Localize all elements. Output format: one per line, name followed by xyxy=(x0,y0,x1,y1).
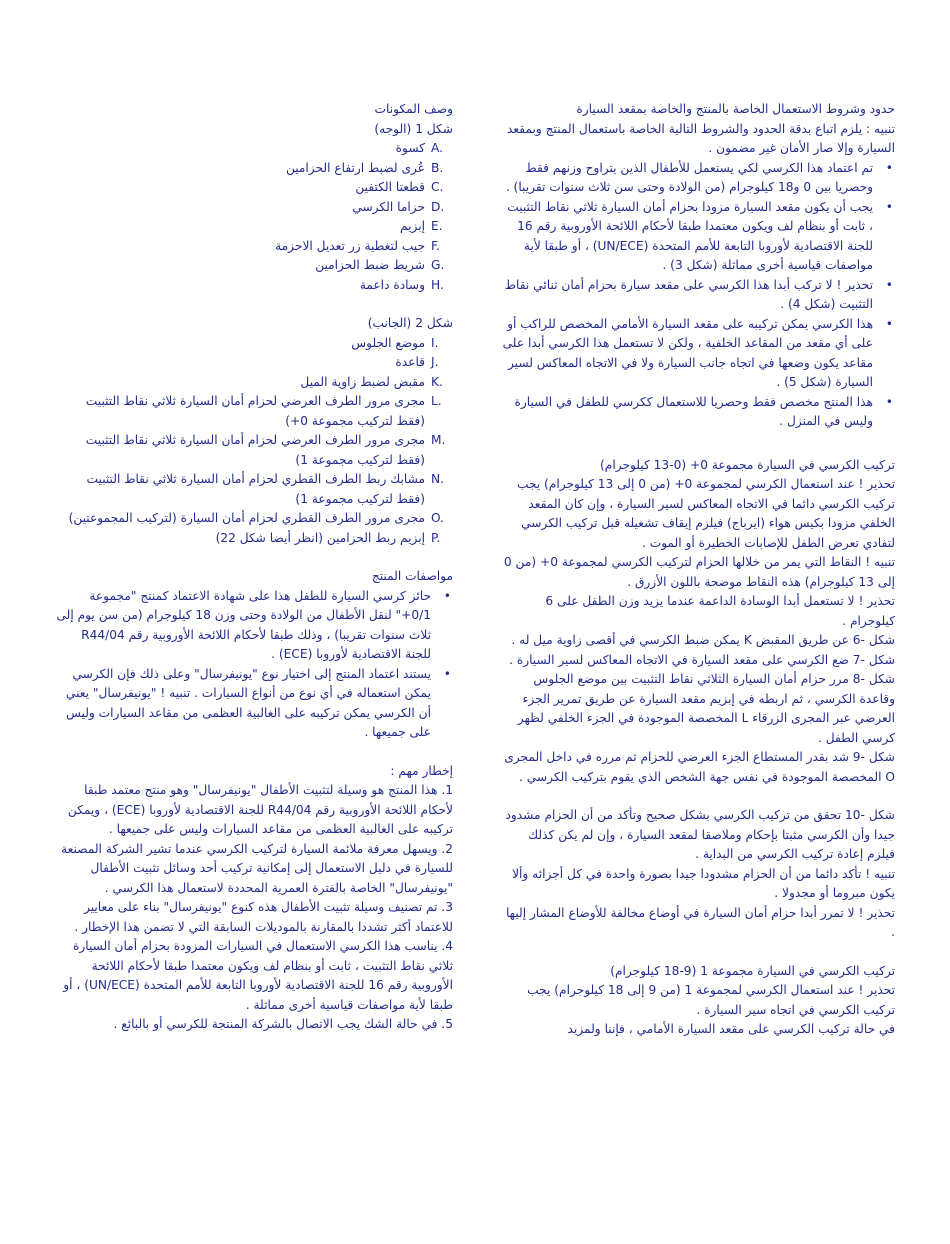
component-item xyxy=(55,529,453,549)
component-item xyxy=(55,159,453,179)
component-text: موضع الجلوس xyxy=(351,335,425,350)
group1-paragraph: تحذير ! عند استعمال الكرسي لمجموعة 1 (من 9 إلى 18 كيلوجرام) يجب تركيب الكرسي في اتجاه سير السيارة . xyxy=(527,983,895,1017)
group1-heading: تركيب الكرسي في السيارة مجموعة 1 (9-18 كيلوجرام) xyxy=(610,963,895,978)
component-letter: J. xyxy=(431,355,439,369)
component-text: عُرى لضبط ارتفاع الحزامين xyxy=(285,160,425,175)
component-text: إبزيم ربط الحزامين (انظر أيضا شكل 22) xyxy=(215,530,425,545)
group0-paragraph: شكل -7 ضع الكرسي على مقعد السيارة في الاتجاه المعاكس لسير السيارة . xyxy=(509,652,895,667)
component-item xyxy=(55,256,453,276)
limits-list xyxy=(500,159,895,432)
component-item xyxy=(55,334,453,354)
component-letter: K. xyxy=(431,374,443,389)
component-letter: F. xyxy=(431,238,440,253)
group0-section xyxy=(500,456,895,788)
limits-bullet: • تحذير ! لا تركب أبدا هذا الكرسي على مقعد سيارة بحزام أمان ثنائي نقاط التثبيت (شكل 4) . xyxy=(500,276,873,315)
limits-bullet: • تم اعتماد هذا الكرسي لكي يستعمل للأطفال الذين يتراوح وزنهم فقط وحصريا بين 0 و18 كيلوجرام (من الولادة وحتى سن ثلاث سنوات تقريبا) . xyxy=(500,159,873,198)
group0-paragraph: تحذير ! لا تمرر أبدا حزام أمان السيارة في أوضاع مخالفة للأوضاع المشار إليها . xyxy=(505,905,895,939)
component-text: مشابك ربط الطرف القطري لحزام أمان السيارة ثلاثي نقاط التثبيت (فقط لتركيب مجموعة 1) xyxy=(86,472,425,506)
component-letter: L. xyxy=(431,394,442,408)
limits-heading: حدود وشروط الاستعمال الخاصة بالمنتج والخاصة بمقعد السيارة xyxy=(576,102,895,116)
component-text: وسادة داعمة xyxy=(359,277,425,292)
component-text: قاعدة xyxy=(395,355,425,369)
fig2-heading: شكل 2 (الجانب) xyxy=(367,316,453,330)
group0-paragraph: شكل -10 تحقق من تركيب الكرسي بشكل صحيح وتأكد من أن الحزام مشدود جيدا وأن الكرسي مثبتا بإحكام وملاصقا لمقعد السيارة ، وإن لم يكن كذلك فيلزم إعادة تركيب الكرسي من البداية . xyxy=(505,808,895,861)
component-letter: E. xyxy=(431,219,443,233)
component-letter: H. xyxy=(431,277,444,292)
specs-heading: مواصفات المنتج xyxy=(371,569,453,583)
specs-list xyxy=(55,587,453,743)
component-text: إبزيم xyxy=(399,219,425,233)
group0-check-section xyxy=(500,806,895,943)
notice-item: 4. يناسب هذا الكرسي الاستعمال في السيارات المزودة بحزام أمان السيارة ثلاثي نقاط التثبيت ، ثابت أو بنظام لف ويكون معتمدا طبقا لأحكام اللائحة الأوروبية رقم 16 للجنة الاقتصادية لأوروبا التابعة للأمم المتحدة (UN/ECE) ، أو طبقا لأية مواصفات قياسية أخرى مماثلة . xyxy=(63,939,453,1012)
component-item xyxy=(55,198,453,218)
limits-bullet: • هذا المنتج مخصص فقط وحصريا للاستعمال ككرسي للطفل في السيارة وليس في المنزل . xyxy=(500,393,873,432)
specs-bullet: • حائز كرسي السيارة للطفل هذا على شهادة الاعتماد كمنتج "مجموعة 0/1+" لنقل الأطفال من الولادة وحتى وزن 18 كيلوجرام (من سن يوم إلى ثلاث سنوات تقريبا) ، وذلك طبقا لأحكام اللائحة الأوروبية رقم R44/04 للجنة الاقتصادية لأوروبا (ECE) . xyxy=(55,587,431,665)
component-item xyxy=(55,237,453,257)
group1-section xyxy=(500,962,895,1040)
component-letter: A. xyxy=(431,141,443,155)
notice-item: 1. هذا المنتج هو وسيلة لتثبيت الأطفال "يونيفرسال" وهو منتج معتمد طبقا لأحكام اللائحة الأوروبية رقم R44/04 للجنة الاقتصادية لأوروبا (ECE) ، ويمكن تركيبه على الغالبية العظمى من مقاعد السيارات وليس على جميعها . xyxy=(67,783,453,836)
component-text: كسوة xyxy=(395,141,425,155)
component-text: مجرى مرور الطرف العرضي لحزام أمان السيارة ثلاثي نقاط التثبيت (فقط لتركيب مجموعة 0+) xyxy=(85,394,425,428)
left-column xyxy=(55,100,453,1035)
component-letter: M. xyxy=(431,433,446,447)
components-heading: وصف المكونات xyxy=(374,102,453,116)
component-letter: B. xyxy=(431,160,444,175)
component-item xyxy=(55,509,453,529)
component-item xyxy=(55,431,453,470)
component-letter: N. xyxy=(431,472,444,486)
component-letter: P. xyxy=(431,530,441,545)
right-column xyxy=(500,100,895,1040)
component-item xyxy=(55,392,453,431)
notice-item: 2. ويسهل معرفة ملائمة السيارة لتركيب الكرسي عندما تشير الشركة المصنعة للسيارة في دليل الاستعمال إلى إمكانية تركيب أحد وسائل تثبيت الأطفال "يونيفرسال" الخاصة بالفترة العمرية المحددة لاستعمال هذا الكرسي . xyxy=(61,841,453,895)
group1-paragraph: في حالة تركيب الكرسي على مقعد السيارة الأمامي ، فإننا ولمزيد xyxy=(567,1022,895,1036)
component-text: مقبض لضبط زاوية الميل xyxy=(300,374,425,389)
limits-bullet: • هذا الكرسي يمكن تركيبه على مقعد السيارة الأمامي المخصص للراكب أو على أي مقعد من المقاعد الخلفية ، ولكن لا تستعمل هذا الكرسي أبدا على مقاعد يكون وضعها في اتجاه جانب السيارة ولا في الاتجاه المعاكس لسير السيارة (شكل 5) . xyxy=(500,315,873,393)
group0-paragraph: تنبيه ! النقاط التي يمر من خلالها الحزام لتركيب الكرسي لمجموعة 0+ (من 0 إلى 13 كيلوجرام) هذه النقاط موضحة باللون الأزرق . xyxy=(503,555,895,589)
fig2-list xyxy=(55,334,453,549)
group0-paragraph: تنبيه ! تأكد دائما من أن الحزام مشدودا جيدا بصورة واحدة في كل أجزائه وألا يكون مبروما أو مجدولا . xyxy=(512,866,895,900)
limits-intro: تنبيه : يلزم اتباع بدقة الحدود والشروط التالية الخاصة باستعمال المنتج وبمقعد السيارة وإلا صار الأمان غير مضمون . xyxy=(507,121,895,155)
group0-paragraph: تحذير ! لا تستعمل أبدا الوسادة الداعمة عندما يزيد وزن الطفل على 6 كيلوجرام . xyxy=(545,594,895,628)
group0-heading: تركيب الكرسي في السيارة مجموعة 0+ (0-13 كيلوجرام) xyxy=(600,457,895,472)
group0-paragraph: شكل -8 مرر حزام أمان السيارة الثلاثي نقاط التثبيت بين موضع الجلوس وقاعدة الكرسي ، ثم اربطه في إبزيم مقعد السيارة عن طريق تمرير الجزء العرضي عبر المجرى الزرقاء L المخصصة الموجودة في الجزء الخلفي لظهر كرسي الطفل . xyxy=(517,672,895,745)
component-text: شريط ضبط الحزامين xyxy=(315,258,425,272)
group0-paragraph: شكل -9 شد بقدر المستطاع الجزء العرضي للحزام ثم مرره في داخل المجرى O المخصصة الموجودة في نفس جهة الشخص الذي يقوم بتركيب الكرسي . xyxy=(504,750,895,784)
component-item xyxy=(55,178,453,198)
component-letter: G. xyxy=(431,258,445,272)
component-item xyxy=(55,353,453,373)
component-item xyxy=(55,139,453,159)
notice-heading: إخطار مهم : xyxy=(390,763,453,778)
group0-paragraph: شكل -6 عن طريق المقبض K يمكن ضبط الكرسي في أقصى زاوية ميل له . xyxy=(511,633,895,647)
component-item xyxy=(55,217,453,237)
component-letter: I. xyxy=(431,335,439,350)
fig1-heading: شكل 1 (الوجه) xyxy=(374,121,453,136)
notice-item: 3. تم تصنيف وسيلة تثبيت الأطفال هذه كنوع "يونيفرسال" بناء على معايير للاعتماد أكثر تشددا بالمقارنة بالموديلات السابقة التي لا تضمن هذا الإخطار . xyxy=(74,900,453,934)
component-text: حزاما الكرسي xyxy=(352,199,425,214)
component-text: مجرى مرور الطرف العرضي لحزام أمان السيارة ثلاثي نقاط التثبيت (فقط لتركيب مجموعة 1) xyxy=(85,433,425,467)
limits-bullet: • يجب أن يكون مقعد السيارة مزودا بحزام أمان السيارة ثلاثي نقاط التثبيت ، ثابت أو بنظام لف ويكون معتمدا طبقا لأحكام اللائحة الأوروبية رقم 16 للجنة الاقتصادية لأوروبا التابعة للأمم المتحدة (UN/ECE) ، أو طبقا لأية مواصفات قياسية أخرى مماثلة (شكل 3) . xyxy=(500,198,873,276)
component-text: جيب لتغطية زر تعديل الاحزمة xyxy=(275,238,425,253)
component-item xyxy=(55,470,453,509)
component-item xyxy=(55,276,453,296)
notice-item: 5. في حالة الشك يجب الاتصال بالشركة المنتجة للكرسي أو بالبائع . xyxy=(113,1017,453,1031)
fig1-list xyxy=(55,139,453,295)
component-text: قطعتا الكتفين xyxy=(355,180,425,194)
group0-paragraph: تحذير ! عند استعمال الكرسي لمجموعة 0+ (من 0 إلى 13 كيلوجرام) يجب تركيب الكرسي دائما في الاتجاه المعاكس لسير السيارة ، وإن كان المقعد الخلفي مزودا بكيس هواء (ايرباج) فيلزم إيقاف تشغيله قبل تركيب الكرسي لتفادي تعرض الطفل للإصابات الخطيرة أو الموت . xyxy=(516,477,895,550)
component-item xyxy=(55,373,453,393)
component-letter: O. xyxy=(431,511,444,525)
component-letter: C. xyxy=(431,180,444,194)
component-text: مجرى مرور الطرف القطري لحزام أمان السيارة (لتركيب المجموعتين) xyxy=(68,511,425,525)
specs-bullet: • يستند اعتماد المنتج إلى اختيار نوع "يونيفرسال" وعلى ذلك فإن الكرسي يمكن استعماله في أي نوع من أنواع السيارات . تنبيه ! "يونيفرسال" يعني أن الكرسي يمكن تركيبه على الغالبية العظمى من مقاعد السيارات وليس على جميعها . xyxy=(55,665,431,743)
component-letter: D. xyxy=(431,199,445,214)
